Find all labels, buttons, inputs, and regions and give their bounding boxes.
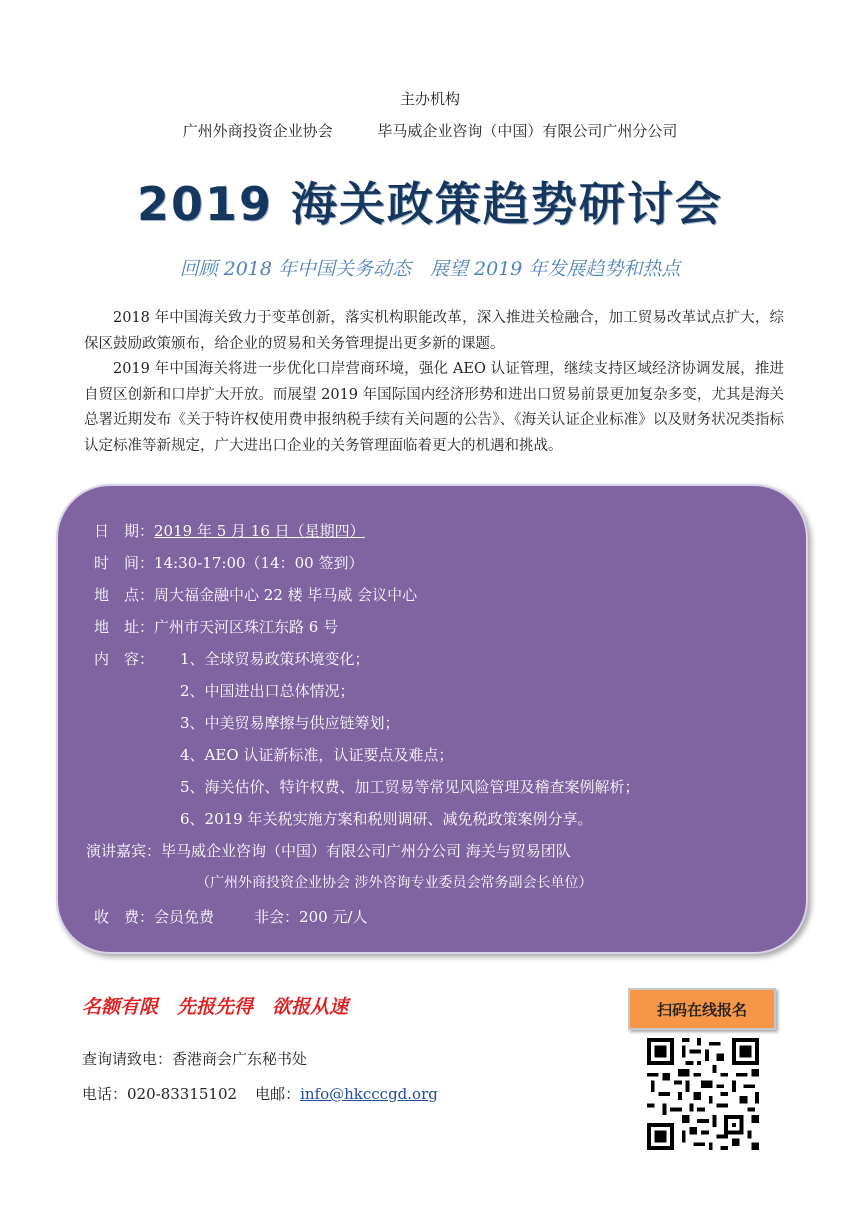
phone-number: 020-83315102 (127, 1085, 238, 1103)
fee-line (94, 906, 367, 927)
content-item-4: 4、AEO 认证新标准，认证要点及难点； (180, 746, 454, 764)
qr-register-label[interactable]: 扫码在线报名 (628, 988, 776, 1030)
organizer-2: 毕马威企业咨询（中国）有限公司广州分公司 (377, 122, 678, 140)
contact-info: 查询请致电：香港商会广东秘书处 (82, 1050, 308, 1068)
intro-paragraph-1: 2018 年中国海关致力于变革创新，落实机构职能改革，深入推进关检融合，加工贸易改革试点扩大，综保区鼓励政策颁布，给企业的贸易和关务管理提出更多新的课题。 (84, 310, 784, 352)
speaker-note: （广州外商投资企业协会 涉外咨询专业委员会常务副会长单位） (196, 875, 593, 891)
content-label: 内 容： (94, 650, 155, 668)
intro-paragraph-2: 2019 年中国海关将进一步优化口岸营商环境，强化 AEO 认证管理，继续支持区域经济协调发展，推进自贸区创新和口岸扩大开放。而展望 2019 年国际国内经济形势和进出口贸易前景更加复杂多变，尤其是海关总署近期发布《关于特许权使用费申报纳税手续有关问题的公告》、《海关认证企业标准》以及财务状况类指标认定标准等新规定，广大进出口企业的关务管理面临着更大的机遇和挑战。 (84, 361, 784, 454)
qr-code-icon[interactable] (647, 1038, 759, 1150)
phone-label: 电话： (82, 1085, 128, 1103)
content-item-1: 1、全球贸易政策环境变化； (180, 650, 370, 668)
time-label: 时 间： (94, 554, 155, 572)
fee-label: 收 费： (94, 908, 155, 926)
venue-value: 周大福金融中心 22 楼 毕马威 会议中心 (154, 586, 418, 604)
content-item-5: 5、海关估价、特许权费、加工贸易等常见风险管理及稽查案例解析； (180, 778, 640, 796)
address-value: 广州市天河区珠江东路 6 号 (154, 618, 339, 636)
phone-line (82, 1083, 438, 1104)
date-value: 2019 年 5 月 16 日（星期四） (154, 522, 365, 540)
venue-label: 地 点： (94, 586, 155, 604)
speaker-label: 演讲嘉宾： (86, 842, 162, 860)
email-link[interactable]: info@hkcccgd.org (300, 1085, 438, 1103)
content-item-6: 6、2019 年关税实施方案和税则调研、减免税政策案例分享。 (180, 810, 593, 828)
date-label: 日 期： (94, 522, 155, 540)
fee-member: 会员免费 (154, 908, 215, 926)
address-label: 地 址： (94, 618, 155, 636)
time-value: 14:30-17:00（14：00 签到） (154, 554, 364, 572)
info-box (56, 484, 808, 954)
intro (84, 306, 784, 459)
speaker-line (86, 840, 571, 861)
organizers (0, 120, 860, 141)
venue-line (94, 584, 417, 605)
main-title: 2019 海关政策趋势研讨会 (136, 177, 724, 231)
speaker-value: 毕马威企业咨询（中国）有限公司广州分公司 海关与贸易团队 (161, 842, 571, 860)
subtitle: 回顾 2018 年中国关务动态 展望 2019 年发展趋势和热点 (179, 258, 681, 280)
content-item-2: 2、中国进出口总体情况； (180, 682, 355, 700)
organizers-title: 主办机构 (399, 90, 460, 108)
address-line (94, 616, 338, 637)
organizer-1: 广州外商投资企业协会 (182, 122, 333, 140)
fee-nonmember: 非会：200 元/人 (254, 908, 368, 926)
content-line (94, 648, 154, 669)
urgent-notice: 名额有限 先报先得 欲报从速 (82, 996, 349, 1018)
email-label: 电邮： (255, 1085, 301, 1103)
content-item-3: 3、中美贸易摩擦与供应链筹划； (180, 714, 400, 732)
time-line (94, 552, 363, 573)
date-line (94, 520, 365, 541)
